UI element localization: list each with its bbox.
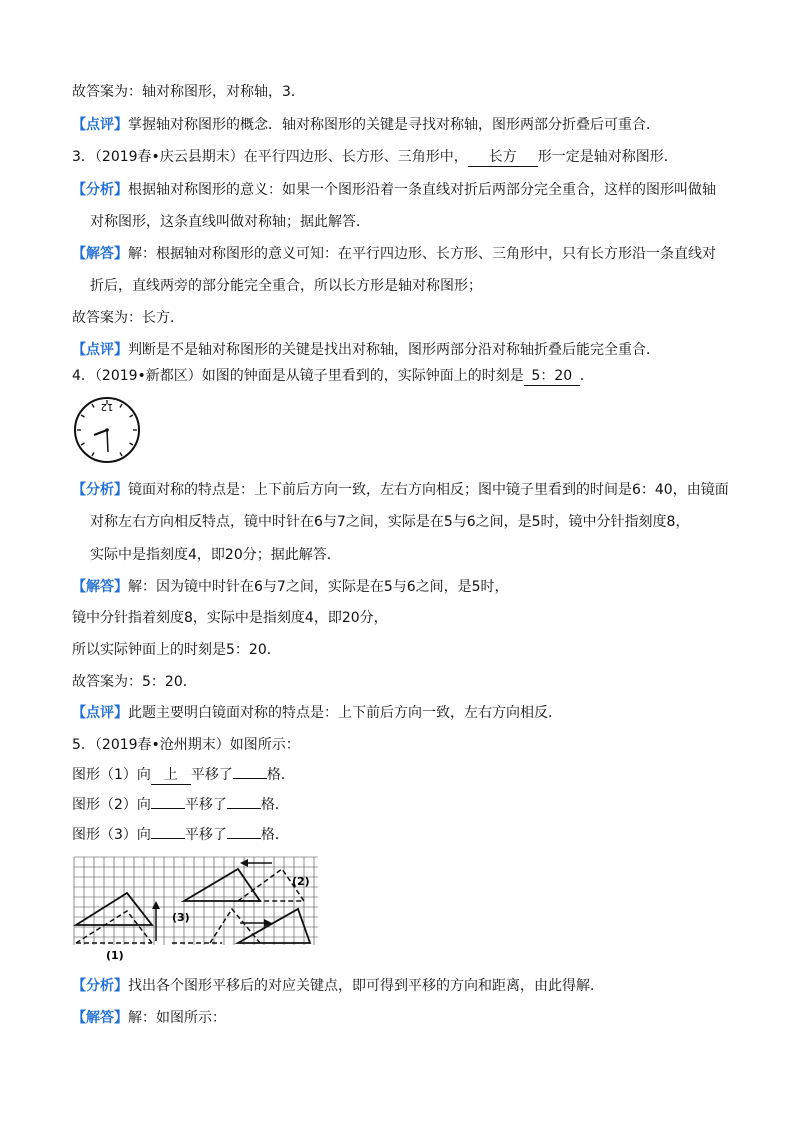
- answer-blank: [227, 808, 261, 809]
- triangle-2: [184, 869, 260, 901]
- question-4: 4．（2019•新都区）如图的钟面是从镜子里看到的，实际钟面上的时刻是 5：20 ．: [72, 368, 594, 384]
- minute-hand: [107, 430, 108, 452]
- answer-blank: [227, 838, 261, 839]
- label-1: (1): [106, 949, 124, 962]
- clock-numeral-12: 12: [100, 401, 114, 412]
- answer-blank: [233, 778, 267, 779]
- hour-hand: [94, 430, 107, 435]
- question-5-part-2: 图形（2）向 平移了 格．: [72, 797, 289, 813]
- question-3: 3．（2019春•庆云县期末）在平行四边形、长方形、三角形中， 长方 形一定是轴对称图形．: [72, 149, 678, 165]
- solution-line-cont: 所以实际钟面上的时刻是5：20．: [72, 642, 281, 658]
- label-3: (3): [172, 911, 190, 924]
- triangle-3-original: [210, 909, 260, 943]
- answer-line: 故答案为：5：20．: [72, 674, 197, 690]
- question-5: 5．（2019春•沧州期末）如图所示：: [72, 737, 300, 753]
- analysis-line: 【分析】根据轴对称图形的意义：如果一个图形沿着一条直线对折后两部分完全重合，这样的图形叫做轴: [72, 182, 716, 198]
- analysis-line-cont: 对称左右方向相反特点，镜中时针在6与7之间，实际是在5与6之间，是5时，镜中分针指刻度8，: [90, 514, 690, 530]
- question-5-part-3: 图形（3）向 平移了 格．: [72, 827, 289, 843]
- analysis-line: 【分析】镜面对称的特点是：上下前后方向一致，左右方向相反；图中镜子里看到的时间是6：40，由镜面: [72, 482, 729, 498]
- comment-line: 【点评】判断是不是轴对称图形的关键是找出对称轴，图形两部分沿对称轴折叠后能完全重合．: [72, 342, 660, 358]
- analysis-line: 【分析】找出各个图形平移后的对应关键点，即可得到平移的方向和距离，由此得解．: [72, 978, 604, 994]
- translation-grid-figure: [72, 855, 322, 963]
- answer-blank: 上: [151, 766, 191, 785]
- answer-blank: 长方: [468, 148, 538, 167]
- solution-line: 【解答】解：如图所示：: [72, 1010, 226, 1026]
- clock-center: [105, 428, 109, 432]
- answer-line: 故答案为：长方．: [72, 310, 184, 326]
- answer-blank: [151, 808, 185, 809]
- mirror-clock-figure: [72, 395, 142, 465]
- solution-line-cont: 折后，直线两旁的部分能完全重合，所以长方形是轴对称图形；: [90, 278, 482, 294]
- analysis-line-cont: 对称图形，这条直线叫做对称轴；据此解答．: [90, 214, 370, 230]
- label-2: (2): [292, 875, 310, 888]
- solution-line: 【解答】解：根据轴对称图形的意义可知：在平行四边形、长方形、三角形中，只有长方形沿一条直线对: [72, 246, 716, 262]
- comment-line: 【点评】此题主要明白镜面对称的特点是：上下前后方向一致，左右方向相反．: [72, 705, 562, 721]
- comment-line: 【点评】掌握轴对称图形的概念．轴对称图形的关键是寻找对称轴，图形两部分折叠后可重合．: [72, 117, 660, 133]
- question-5-part-1: 图形（1）向 上 平移了 格．: [72, 767, 295, 783]
- answer-line: 故答案为：轴对称图形，对称轴，3．: [72, 84, 305, 100]
- analysis-line-cont: 实际中是指刻度4，即20分；据此解答．: [90, 547, 341, 563]
- solution-line-cont: 镜中分针指着刻度8，实际中是指刻度4，即20分，: [72, 610, 388, 626]
- answer-blank: 5：20: [524, 367, 580, 386]
- answer-blank: [151, 838, 185, 839]
- solution-line: 【解答】解：因为镜中时针在6与7之间，实际是在5与6之间，是5时，: [72, 579, 509, 595]
